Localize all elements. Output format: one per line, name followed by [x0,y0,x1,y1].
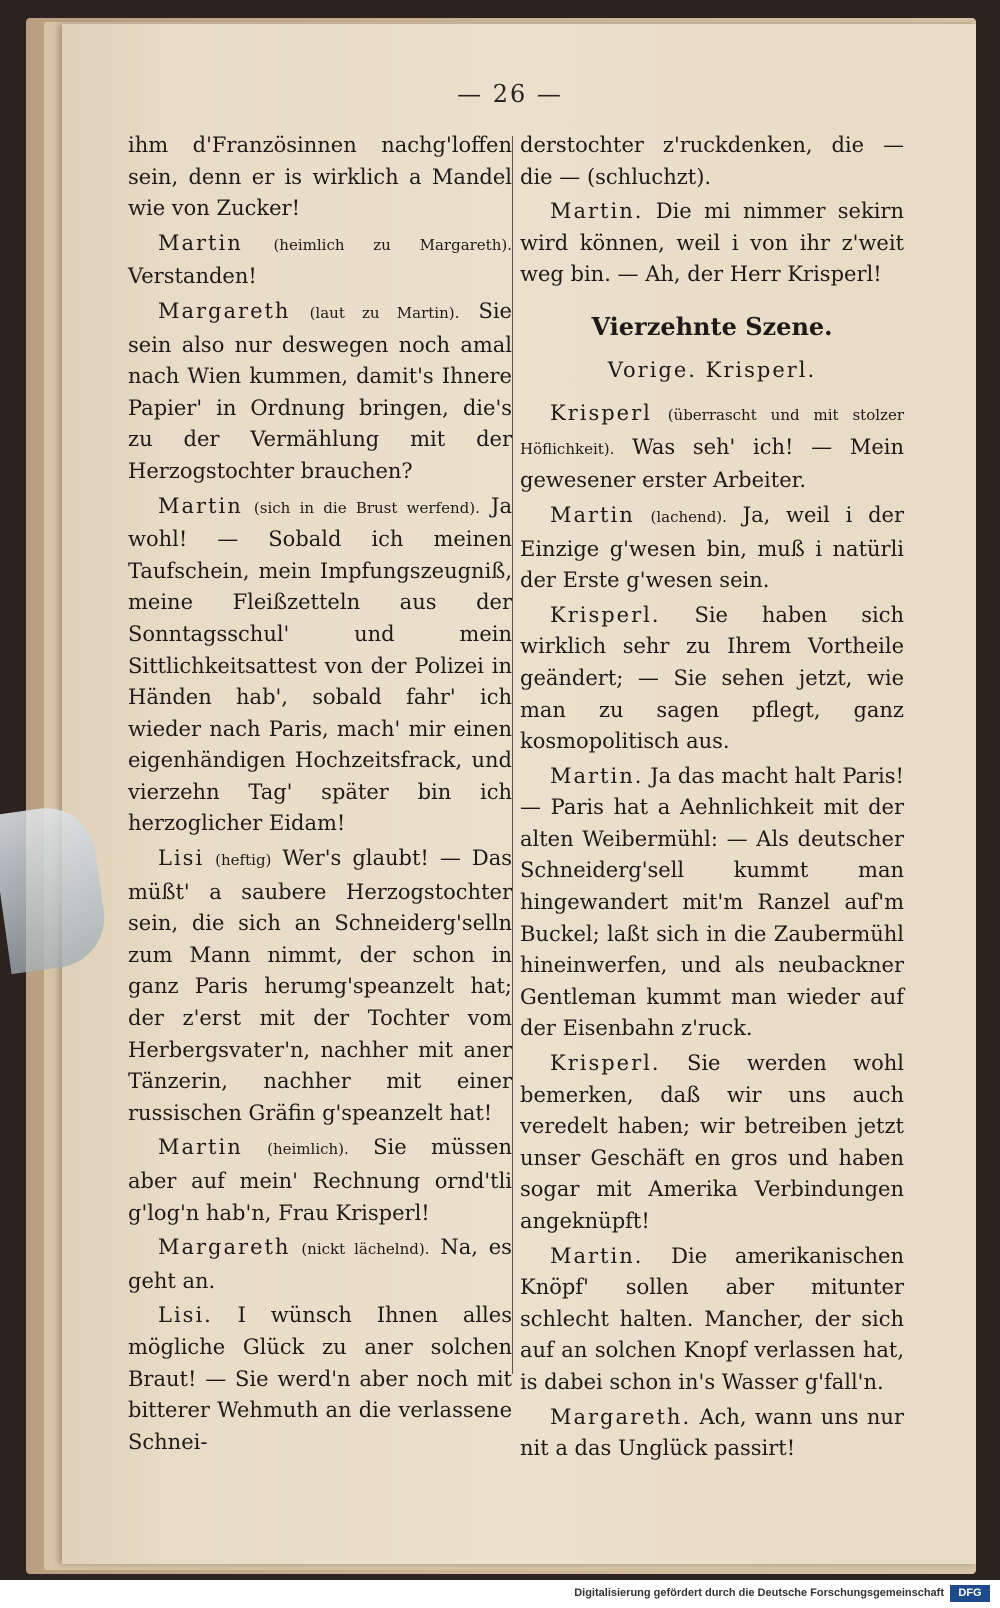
dialogue-text: Ja wohl! — Sobald ich meinen Taufschein, mein Impfungszeugniß, meine Fleißzetteln aus der Sonntagsschul' und mein Sittlichkeitsattest von der Polizei in Händen hab', sobald fahr' ich wieder nach Paris, mach' mir einen eigenhändigen Hochzeitsfrack, und vierzehn Tag' später bin ich herzoglicher Eidam! [128,493,512,836]
stage-direction: (nickt lächelnd). [301,1240,430,1259]
paragraph: derstochter z'ruckdenken, die — die — (schluchzt). [520,133,904,189]
speaker-name: Martin [158,230,243,255]
dialogue-text: Sie müssen aber auf mein' Rechnung ornd'tli g'log'n hab'n, Frau Krisperl! [128,1135,512,1225]
speaker-name: Martin. [550,199,644,224]
dialogue-text: Wer's glaubt! — Das müßt' a saubere Herzogstochter sein, die sich an Schneiderg'selln zum Mann nimmt, der schon in ganz Paris herumg'speanzelt hat; der z'erst mit der Tochter vom Herbergsvater'n, nachher mit aner Tänzerin, nachher mit einer russischen Gräfin g'speanzelt hat! [128,846,512,1125]
dialogue-paragraph [128,228,512,293]
dialogue-text: Ja, weil i der Einzige g'wesen bin, muß i natürli der Erste g'wesen sein. [520,502,904,593]
dialogue-text: Ach, wann uns nur nit a das Unglück passirt! [520,1404,904,1461]
dialogue-text: Sie sein also nur deswegen noch amal nach Wien kummen, damit's Ihnere Papier' in Ordnung bringen, die's zu der Vermählung mit der Herzogstochter brauchen? [128,298,512,483]
page-number: — 26 — [457,80,563,108]
dialogue-text: Die amerikanischen Knöpf' sollen aber mitunter schlecht halten. Mancher, der sich auf an solchen Knopf verlassen hat, is dabei schon in's Wasser g'fall'n. [520,1243,904,1394]
dialogue-text: Ja das macht halt Paris! — Paris hat a Aehnlichkeit mit der alten Weibermühl: — Als deutscher Schneiderg'sell kummt man hingewandert mit'm Ranzel auf'm Buckel; laßt sich in die Zaubermühl hineinwerfen, und als neubackner Gentleman kummt man wieder auf der Eisenbahn z'ruck. [520,763,904,1041]
stage-direction: (überrascht und mit stolzer Höflichkeit). [520,406,904,458]
speaker-name: Krisperl. [550,602,661,627]
dialogue-paragraph [520,1048,904,1238]
scene-heading: Vierzehnte Szene. [591,311,833,341]
stage-direction: (heimlich zu Margareth). [273,235,512,254]
speaker-name: Krisperl. [550,1051,661,1076]
dialogue-text: Verstanden! [128,264,257,289]
dialogue-paragraph [128,491,512,841]
dialogue-text: Die mi nimmer sekirn wird können, weil i von ihr z'weit weg bin. — Ah, der Herr Krisperl! [520,199,904,287]
right-column [520,130,904,1468]
dialogue-paragraph [520,196,904,291]
speaker-name: Lisi [158,846,205,871]
speaker-name: Martin. [550,763,644,788]
scene-characters: Vorige. Krisperl. [607,357,817,382]
stage-direction: (sich in die Brust werfend). [253,498,480,517]
dialogue-paragraph [520,398,904,497]
dialogue-text: Sie haben sich wirklich sehr zu Ihrem Vortheile geändert; — Sie sehen jetzt, wie man zu sagen pflegt, ganz kosmopolitisch aus. [520,602,904,754]
speaker-name: Margareth [158,298,291,323]
dialogue-text: Was seh' ich! — Mein gewesener erster Arbeiter. [520,434,904,493]
speaker-name: Martin [158,493,243,518]
speaker-name: Martin. [550,1243,644,1268]
dialogue-paragraph [520,500,904,597]
dfg-logo-icon: DFG [950,1585,990,1602]
speaker-name: Lisi. [158,1303,213,1328]
dialogue-paragraph [128,1132,512,1229]
speaker-name: Margareth. [550,1404,692,1429]
left-column [128,130,512,1461]
column-divider [512,136,513,1374]
dialogue-text: I wünsch Ihnen alles mögliche Glück zu aner solchen Braut! — Sie werd'n aber noch mit bitterer Wehmuth an die verlassene Schnei- [128,1303,512,1454]
dialogue-paragraph [128,1232,512,1297]
footer-bar [0,1580,1000,1608]
speaker-name: Krisperl [550,401,652,426]
dialogue-paragraph [128,843,512,1129]
speaker-name: Margareth [158,1235,291,1260]
stage-direction: (heftig) [215,851,272,870]
speaker-name: Martin [550,502,635,527]
dialogue-text: Sie werden wohl bemerken, daß wir uns auch veredelt haben; wir betreiben jetzt unser Geschäft en gros und haben sogar mit Amerika Verbindungen angeknüpft! [520,1051,904,1233]
dialogue-paragraph [520,600,904,758]
paragraph: ihm d'Französinnen nachg'loffen sein, denn er is wirklich a Mandel wie von Zucker! [128,133,512,221]
dialogue-paragraph [128,1300,512,1458]
speaker-name: Martin [158,1135,243,1160]
stage-direction: (laut zu Martin). [309,303,460,322]
dialogue-paragraph [128,296,512,488]
dialogue-paragraph [520,1241,904,1399]
dialogue-paragraph [520,1402,904,1465]
footer-credit: Digitalisierung gefördert durch die Deutsche Forschungsgemeinschaft [574,1587,944,1599]
dialogue-paragraph [520,761,904,1045]
dialogue-text: Na, es geht an. [128,1235,512,1293]
stage-direction: (heimlich). [267,1140,349,1159]
stage-direction: (lachend). [650,507,727,526]
